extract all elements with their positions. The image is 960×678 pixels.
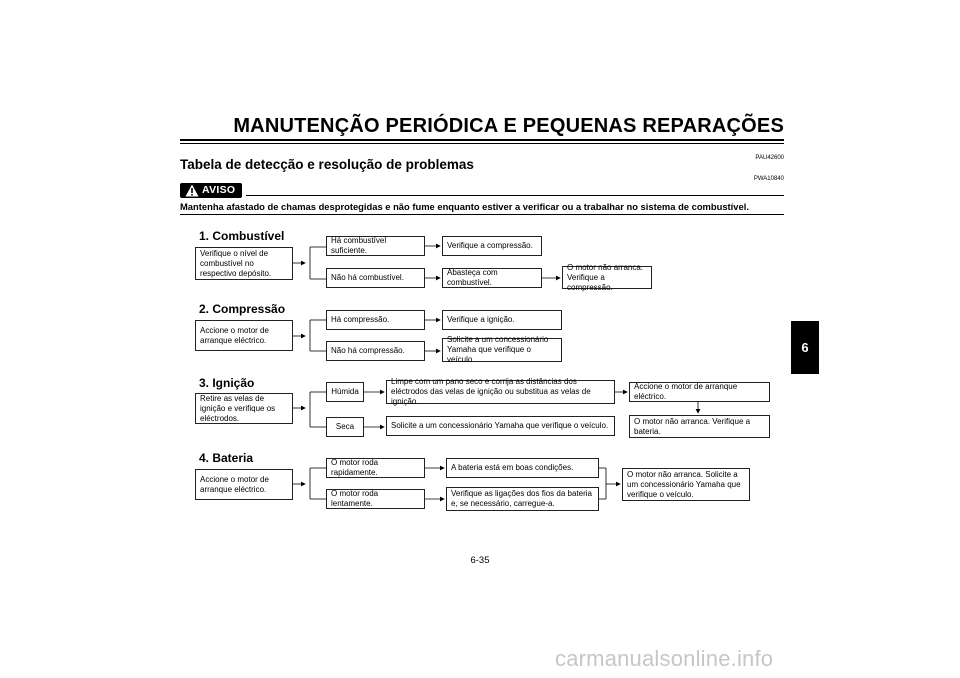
fuel-result-box: O motor não arranca. Verifique a compressão. — [562, 266, 652, 289]
step-fuel-title: 1. Combustível — [199, 229, 285, 243]
battery-slow-box: O motor roda lentamente. — [326, 489, 425, 509]
fuel-check-box: Verifique o nível de combustível no respectivo depósito. — [195, 247, 293, 280]
warning-text: Mantenha afastado de chamas desprotegidas e não fume enquanto estiver a verificar ou a trabalhar no sistema de combustível. — [180, 201, 749, 212]
warning-code: PWA10840 — [753, 176, 784, 182]
battery-fast-action-box: A bateria está em boas condições. — [446, 458, 599, 478]
compression-yes-box: Há compressão. — [326, 310, 425, 330]
ignition-dry-box: Seca — [326, 417, 364, 437]
fuel-yes-action-box: Verifique a compressão. — [442, 236, 542, 256]
ignition-wet-box: Húmida — [326, 382, 364, 402]
watermark: carmanualsonline.info — [555, 646, 774, 671]
ignition-dry-action-box: Solicite a um concessionário Yamaha que verifique o veículo. — [386, 416, 615, 436]
step-compression-title: 2. Compressão — [199, 302, 286, 316]
step-battery-title: 4. Bateria — [199, 451, 254, 465]
page-number: 6-35 — [470, 555, 490, 566]
battery-result-box: O motor não arranca. Solicite a um concessionário Yamaha que verifique o veículo. — [622, 468, 750, 501]
battery-fast-box: O motor roda rapidamente. — [326, 458, 425, 478]
compression-no-action-box: Solicite a um concessionário Yamaha que verifique o veículo. — [442, 338, 562, 362]
ignition-result-box: O motor não arranca. Verifique a bateria. — [629, 415, 770, 438]
ignition-wet-next-box: Accione o motor de arranque eléctrico. — [629, 382, 770, 402]
compression-yes-action-box: Verifique a ignição. — [442, 310, 562, 330]
fuel-no-box: Não há combustível. — [326, 268, 425, 288]
chapter-tab: 6 — [791, 321, 819, 374]
warning-label: AVISO — [202, 184, 236, 196]
compression-check-box: Accione o motor de arranque eléctrico. — [195, 320, 293, 351]
battery-check-box: Accione o motor de arranque eléctrico. — [195, 469, 293, 500]
fuel-yes-box: Há combustível suficiente. — [326, 236, 425, 256]
fuel-no-action-box: Abasteça com combustível. — [442, 268, 542, 288]
section-title: Tabela de detecção e resolução de problemas — [180, 157, 474, 172]
ignition-check-box: Retire as velas de ignição e verifique os eléctrodos. — [195, 393, 293, 424]
step-ignition-title: 3. Ignição — [199, 376, 255, 390]
battery-slow-action-box: Verifique as ligações dos fios da bateria e, se necessário, carregue-a. — [446, 487, 599, 511]
compression-no-box: Não há compressão. — [326, 341, 425, 361]
section-code: PAU42600 — [755, 155, 784, 161]
page-header-title: MANUTENÇÃO PERIÓDICA E PEQUENAS REPARAÇÕES — [233, 115, 784, 137]
ignition-wet-action-box: Limpe com um pano seco e corrija as distâncias dos eléctrodos das velas de ignição ou substitua as velas de ignição. — [386, 380, 615, 404]
